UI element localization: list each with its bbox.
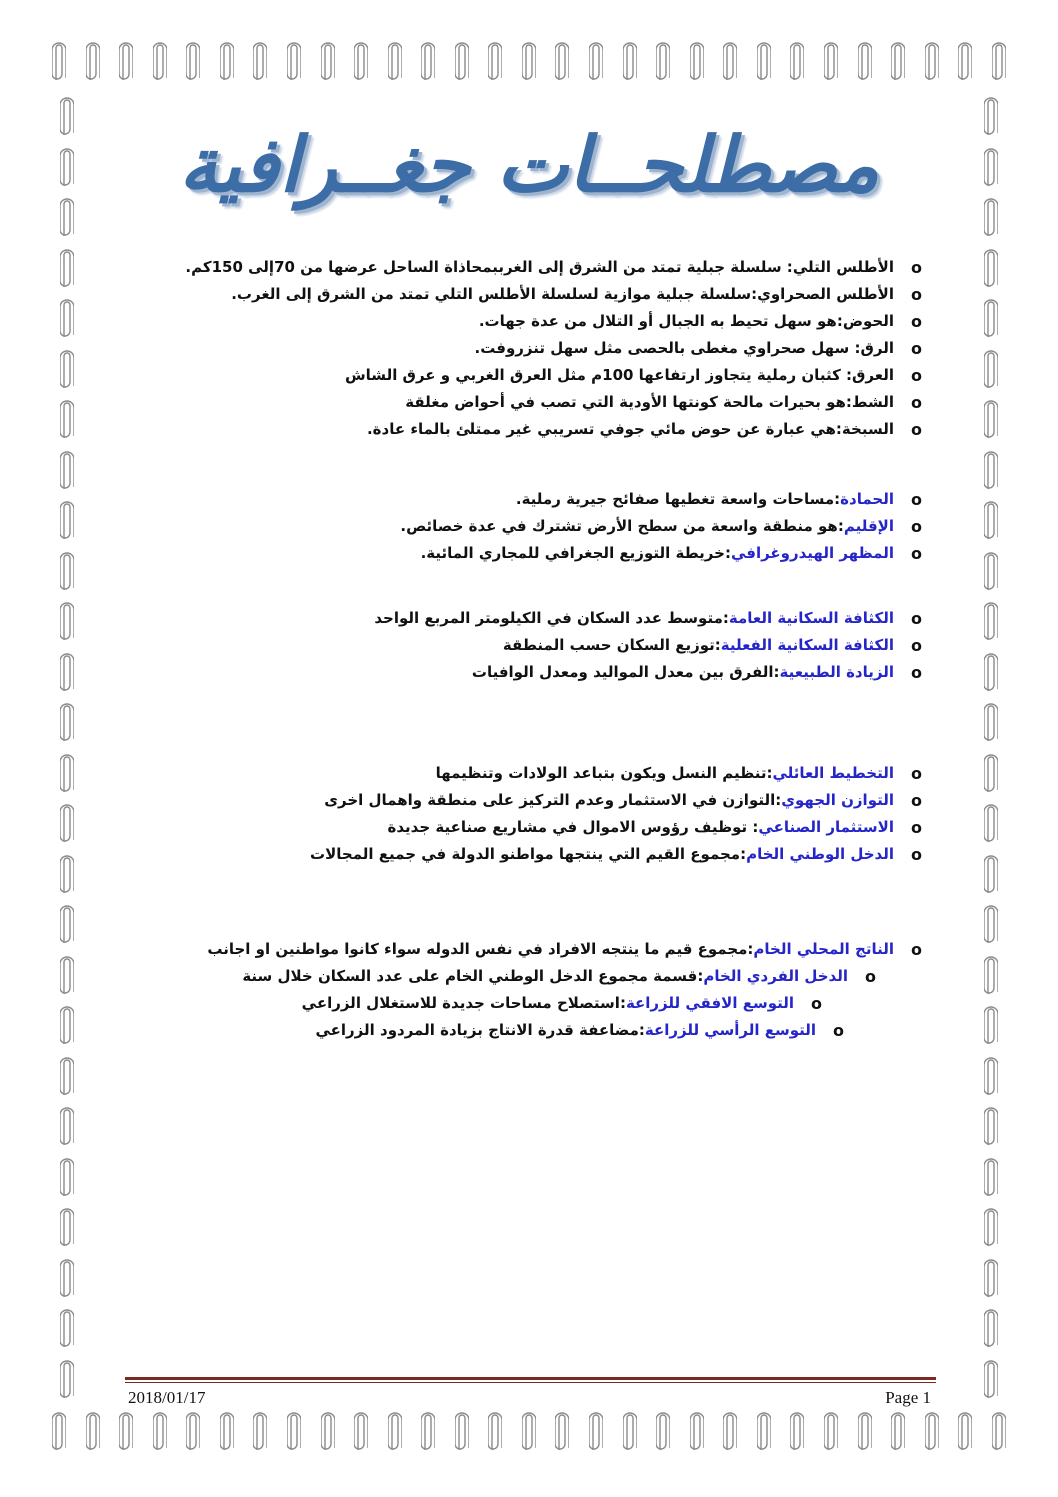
paperclip-icon (690, 1410, 704, 1454)
bullet-icon: o (911, 490, 922, 509)
paperclip-icon (321, 1410, 335, 1454)
paperclip-icon (60, 247, 74, 291)
definition: :مجموع قيم ما ينتجه الافراد في نفس الدوله سواء كانوا مواطنين او اجانب (207, 940, 754, 958)
definition: :مضاعفة قدرة الانتاج بزيادة المردود الزراعي (315, 1021, 645, 1039)
paperclip-icon (984, 1105, 998, 1149)
paperclip-icon (52, 40, 66, 84)
definition: :سلسلة جبلية موازية لسلسلة الأطلس التلي تمتد من الشرق إلى الغرب. (231, 285, 758, 303)
paperclip-icon (984, 348, 998, 392)
page-number: Page 1 (885, 1388, 931, 1407)
paperclip-icon (60, 196, 74, 240)
term: الزيادة الطبيعية (779, 663, 894, 681)
definition: :هو سهل تحيط به الجبال أو التلال من عدة جهات. (478, 312, 843, 330)
definition: :مجموع القيم التي ينتجها مواطنو الدولة في جميع المجالات (310, 845, 747, 863)
definition: :الفرق بين معدل المواليد ومعدل الوافيات (471, 663, 780, 681)
list-item (400, 540, 928, 567)
list-item (207, 990, 828, 1017)
bullet-icon: o (911, 393, 922, 412)
paperclip-icon (60, 903, 74, 947)
footer-rule-thin (125, 1382, 936, 1383)
paperclip-icon (984, 752, 998, 796)
definition: :خريطة التوزيع الجغرافي للمجاري المائية. (420, 544, 731, 562)
term: التوازن الجهوي (781, 791, 894, 809)
definition: :هي عبارة عن حوض مائي جوفي تسريبي غير ممتلئ بالماء عادة. (366, 420, 842, 438)
list-item (185, 308, 928, 335)
paperclip-icon (984, 903, 998, 947)
paperclip-icon (60, 1105, 74, 1149)
paperclip-icon (984, 196, 998, 240)
bullet-icon: o (911, 258, 922, 277)
paperclip-icon (354, 1410, 368, 1454)
term: الإقليم (843, 517, 894, 535)
paperclip-icon (60, 398, 74, 442)
list-item (185, 281, 928, 308)
bullet-icon: o (911, 544, 922, 563)
term: الاستثمار الصناعي (758, 818, 894, 836)
definition: :قسمة مجموع الدخل الوطني الخام على عدد السكان خلال سنة (242, 967, 704, 985)
paperclip-icon (824, 1410, 838, 1454)
paperclip-icon (60, 802, 74, 846)
clip-border-right (984, 95, 998, 1402)
paperclip-icon (86, 1410, 100, 1454)
term: السبخة (841, 420, 894, 438)
paperclip-icon (984, 1004, 998, 1048)
paperclip-icon (287, 40, 301, 84)
paperclip-icon (60, 146, 74, 190)
paperclip-icon (656, 40, 670, 84)
paperclip-icon (984, 247, 998, 291)
paperclip-icon (992, 1410, 1006, 1454)
term: التوسع الرأسي للزراعة (644, 1021, 816, 1039)
paperclip-icon (984, 954, 998, 998)
paperclip-icon (119, 1410, 133, 1454)
paperclip-icon (60, 651, 74, 695)
clip-border-left (60, 95, 74, 1402)
bullet-icon: o (911, 845, 922, 864)
paperclip-icon (984, 651, 998, 695)
paperclip-icon (60, 550, 74, 594)
paperclip-icon (488, 1410, 502, 1454)
paperclip-icon (984, 146, 998, 190)
list-item (185, 362, 928, 389)
list-item (185, 389, 928, 416)
term: الكثافة السكانية العامة (728, 609, 894, 627)
list-item (185, 335, 928, 362)
paperclip-icon (153, 1410, 167, 1454)
terms-group-2 (400, 486, 928, 567)
paperclip-icon (891, 1410, 905, 1454)
term: الدخل الفردي الخام (703, 967, 848, 985)
paperclip-icon (891, 40, 905, 84)
bullet-icon: o (811, 994, 822, 1013)
term: العرق (852, 366, 894, 384)
paperclip-icon (388, 1410, 402, 1454)
paperclip-icon (60, 600, 74, 644)
list-item (310, 760, 928, 787)
term: الكثافة السكانية الفعلية (720, 636, 894, 654)
paperclip-icon (555, 1410, 569, 1454)
paperclip-icon (60, 1257, 74, 1301)
paperclip-icon (60, 297, 74, 341)
definition: :تنظيم النسل ويكون بتباعد الولادات وتنظيمها (435, 764, 773, 782)
term: الحوض (842, 312, 894, 330)
list-item (400, 486, 928, 513)
list-item (374, 659, 928, 686)
paperclip-icon (858, 40, 872, 84)
paperclip-icon (60, 701, 74, 745)
paperclip-icon (522, 1410, 536, 1454)
page-title: مصطلحــات جغــرافية (178, 120, 880, 209)
paperclip-icon (984, 1358, 998, 1402)
paperclip-icon (790, 40, 804, 84)
term: الحمادة (840, 490, 894, 508)
paperclip-icon (984, 95, 998, 139)
paperclip-icon (153, 40, 167, 84)
term: الناتج المحلي الخام (753, 940, 894, 958)
bullet-icon: o (911, 663, 922, 682)
bullet-icon: o (911, 366, 922, 385)
paperclip-icon (984, 398, 998, 442)
terms-group-1 (185, 254, 928, 443)
paperclip-icon (60, 1004, 74, 1048)
paperclip-icon (354, 40, 368, 84)
list-item (310, 841, 928, 868)
bullet-icon: o (911, 420, 922, 439)
terms-group-5 (207, 936, 928, 1044)
bullet-icon: o (911, 764, 922, 783)
terms-group-3 (374, 605, 928, 686)
list-item (207, 1017, 850, 1044)
paperclip-icon (925, 40, 939, 84)
bullet-icon: o (911, 609, 922, 628)
definition: :استصلاح مساحات جديدة للاستغلال الزراعي (301, 994, 626, 1012)
paperclip-icon (60, 853, 74, 897)
footer-rule (125, 1377, 936, 1380)
paperclip-icon (253, 40, 267, 84)
terms-group-4 (310, 760, 928, 868)
paperclip-icon (984, 853, 998, 897)
bullet-icon: o (911, 636, 922, 655)
paperclip-icon (723, 40, 737, 84)
definition: : كثبان رملية يتجاوز ارتفاعها 100م مثل العرق الغربي و عرق الشاش (344, 366, 853, 384)
paperclip-icon (421, 40, 435, 84)
paperclip-icon (253, 1410, 267, 1454)
term: الدخل الوطني الخام (746, 845, 894, 863)
paperclip-icon (958, 40, 972, 84)
paperclip-icon (757, 1410, 771, 1454)
definition: :توزيع السكان حسب المنطقة (502, 636, 721, 654)
paperclip-icon (60, 348, 74, 392)
definition: :متوسط عدد السكان في الكيلومتر المربع الواحد (374, 609, 729, 627)
paperclip-icon (984, 297, 998, 341)
paperclip-icon (984, 1206, 998, 1250)
definition: : سلسلة جبلية تمتد من الشرق إلى الغرببمحاذاة الساحل عرضها من 70إلى 150كم. (185, 258, 793, 276)
paperclip-icon (984, 550, 998, 594)
term: التخطيط العائلي (772, 764, 894, 782)
bullet-icon: o (911, 285, 922, 304)
term: الأطلس الصحراوي (757, 285, 894, 303)
definition: : توظيف رؤوس الاموال في مشاريع صناعية جديدة (387, 818, 759, 836)
paperclip-icon (220, 40, 234, 84)
paperclip-icon (60, 449, 74, 493)
paperclip-icon (455, 40, 469, 84)
paperclip-icon (60, 752, 74, 796)
paperclip-icon (488, 40, 502, 84)
paperclip-icon (186, 1410, 200, 1454)
definition: :هو بحيرات مالحة كونتها الأودية التي تصب في أحواض مغلقة (405, 393, 852, 411)
paperclip-icon (858, 1410, 872, 1454)
bullet-icon: o (911, 791, 922, 810)
bullet-icon: o (833, 1021, 844, 1040)
paperclip-icon (984, 1257, 998, 1301)
paperclip-icon (421, 1410, 435, 1454)
list-item (374, 632, 928, 659)
list-item (374, 605, 928, 632)
definition: :هو منطقة واسعة من سطح الأرض تشترك في عدة خصائص. (400, 517, 844, 535)
paperclip-icon (388, 40, 402, 84)
definition: : سهل صحراوي مغطى بالحصى مثل سهل تنزروفت. (474, 339, 861, 357)
paperclip-icon (220, 1410, 234, 1454)
paperclip-icon (824, 40, 838, 84)
paperclip-icon (984, 1307, 998, 1351)
term: المظهر الهيدروغرافي (730, 544, 894, 562)
definition: :التوازن في الاستثمار وعدم التركيز على منطقة واهمال اخرى (324, 791, 782, 809)
paperclip-icon (984, 600, 998, 644)
clip-border-bottom (52, 1410, 1006, 1456)
list-item (310, 787, 928, 814)
bullet-icon: o (911, 940, 922, 959)
bullet-icon: o (911, 339, 922, 358)
bullet-icon: o (865, 967, 876, 986)
definition: :مساحات واسعة تغطيها صفائح جيرية رملية. (515, 490, 841, 508)
paperclip-icon (757, 40, 771, 84)
paperclip-icon (119, 40, 133, 84)
paperclip-icon (86, 40, 100, 84)
list-item (310, 814, 928, 841)
paperclip-icon (321, 40, 335, 84)
paperclip-icon (958, 1410, 972, 1454)
paperclip-icon (522, 40, 536, 84)
paperclip-icon (925, 1410, 939, 1454)
paperclip-icon (60, 1156, 74, 1200)
paperclip-icon (723, 1410, 737, 1454)
bullet-icon: o (911, 312, 922, 331)
term: الأطلس التلي (792, 258, 894, 276)
paperclip-icon (60, 1358, 74, 1402)
paperclip-icon (623, 40, 637, 84)
paperclip-icon (790, 1410, 804, 1454)
list-item (207, 936, 928, 963)
paperclip-icon (589, 1410, 603, 1454)
bullet-icon: o (911, 818, 922, 837)
paperclip-icon (984, 1156, 998, 1200)
paperclip-icon (60, 95, 74, 139)
paperclip-icon (984, 701, 998, 745)
list-item (185, 254, 928, 281)
bullet-icon: o (911, 517, 922, 536)
paperclip-icon (60, 954, 74, 998)
paperclip-icon (984, 499, 998, 543)
paperclip-icon (984, 1055, 998, 1099)
paperclip-icon (186, 40, 200, 84)
paperclip-icon (984, 802, 998, 846)
paperclip-icon (656, 1410, 670, 1454)
clip-border-top (52, 40, 1006, 86)
paperclip-icon (60, 1307, 74, 1351)
paperclip-icon (589, 40, 603, 84)
paperclip-icon (623, 1410, 637, 1454)
paperclip-icon (60, 1206, 74, 1250)
list-item (185, 416, 928, 443)
paperclip-icon (52, 1410, 66, 1454)
footer-date: 2018/01/17 (128, 1388, 206, 1407)
list-item (207, 963, 882, 990)
paperclip-icon (455, 1410, 469, 1454)
paperclip-icon (690, 40, 704, 84)
list-item (400, 513, 928, 540)
paperclip-icon (287, 1410, 301, 1454)
paperclip-icon (60, 1055, 74, 1099)
term: الشط (851, 393, 894, 411)
term: التوسع الافقي للزراعة (625, 994, 794, 1012)
paperclip-icon (992, 40, 1006, 84)
paperclip-icon (984, 449, 998, 493)
paperclip-icon (555, 40, 569, 84)
paperclip-icon (60, 499, 74, 543)
term: الرق (860, 339, 894, 357)
